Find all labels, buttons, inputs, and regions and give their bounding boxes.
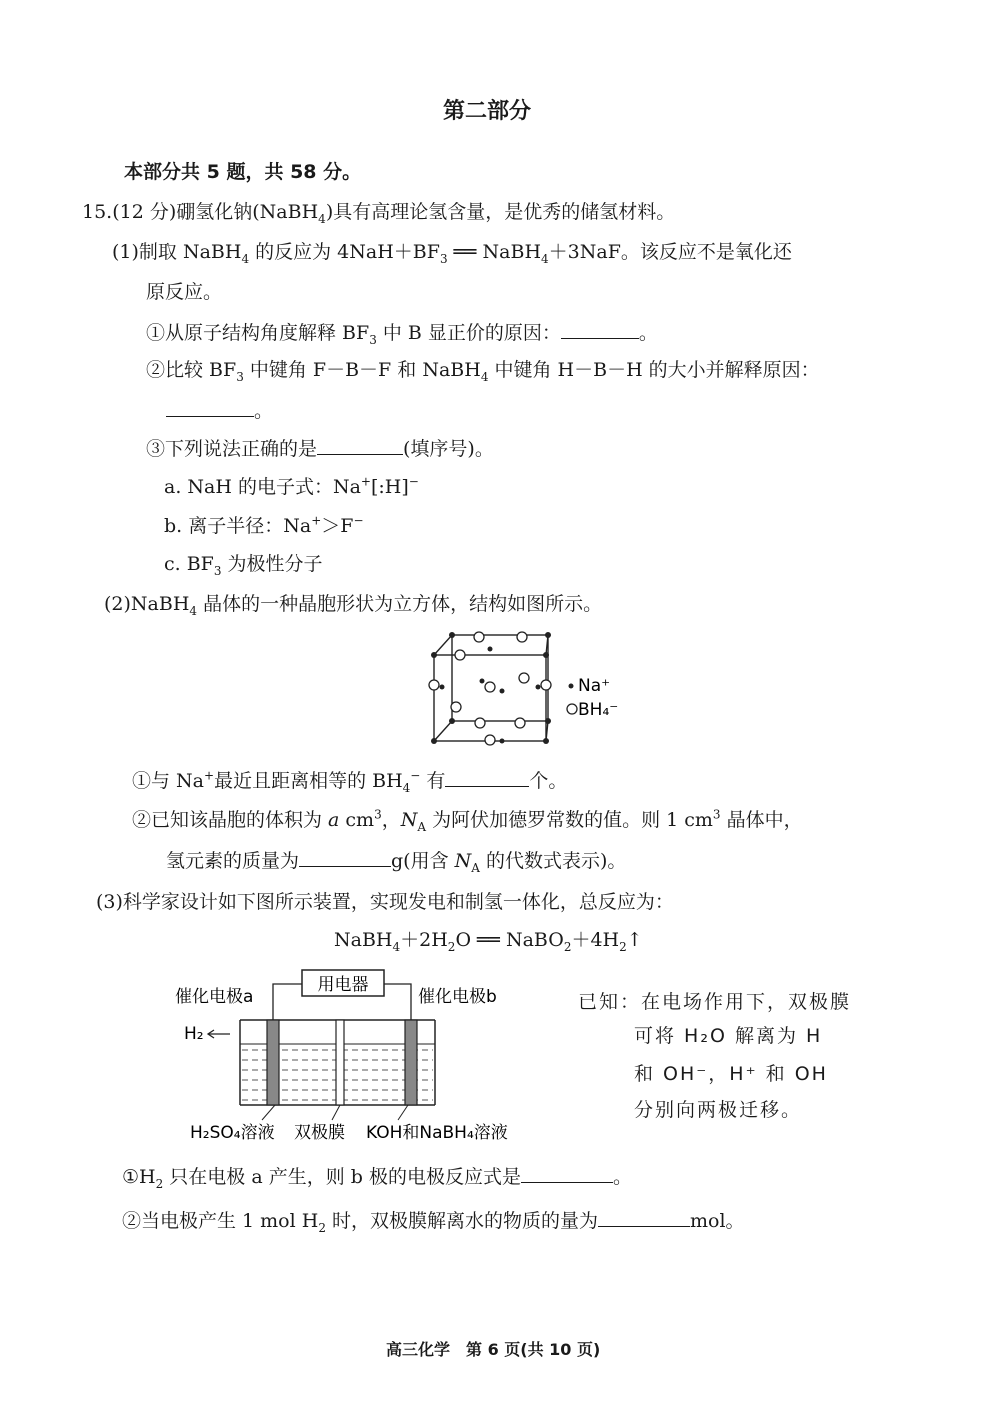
part1-q3 xyxy=(146,436,494,461)
answer-blank[interactable] xyxy=(561,320,639,339)
option-c xyxy=(164,552,323,576)
text: 的代数式表示)。 xyxy=(479,850,627,872)
text: NaBH xyxy=(334,929,393,951)
sub: A xyxy=(471,860,480,875)
sub: 3 xyxy=(236,369,244,384)
text: ②比较 BF xyxy=(146,359,237,381)
electrode-b xyxy=(405,1020,417,1105)
crystal-cell-figure xyxy=(420,625,620,750)
text: ①与 Na xyxy=(132,770,204,792)
sub: 4 xyxy=(392,939,401,954)
page-footer: 高三化学 第 6 页(共 10 页) xyxy=(386,1340,601,1359)
text: 有 xyxy=(420,770,446,792)
answer-blank[interactable] xyxy=(598,1208,690,1227)
sub: 2 xyxy=(155,1176,164,1191)
section-intro: 本部分共 5 题，共 58 分。 xyxy=(124,161,362,183)
part1-intro xyxy=(112,240,792,264)
text: ②当电极产生 1 mol H xyxy=(122,1210,319,1232)
text: (2)NaBH xyxy=(104,593,190,615)
text: (1)制取 NaBH xyxy=(112,241,242,263)
text: (填序号)。 xyxy=(403,438,494,460)
part1-intro-cont: 原反应。 xyxy=(146,281,223,303)
part2-q1 xyxy=(132,768,567,793)
known-line-2: 可将 H₂O 解离为 H xyxy=(634,1025,823,1047)
known-line-4: 分别向两极迁移。 xyxy=(634,1099,803,1121)
text: ＞F xyxy=(321,515,354,537)
text: mol。 xyxy=(690,1210,745,1232)
text: [:H] xyxy=(370,476,409,498)
legend-na: Na⁺ xyxy=(578,676,611,696)
answer-blank[interactable] xyxy=(521,1164,613,1183)
var: a xyxy=(328,809,340,831)
sub: 4 xyxy=(241,251,250,266)
stem-text: 硼氢化钠(NaBH xyxy=(176,201,319,223)
legend-na-dot xyxy=(569,684,574,689)
text: g(用含 xyxy=(391,850,455,872)
text: 中键角 F－B－F 和 NaBH xyxy=(243,359,481,381)
sup: − xyxy=(408,474,419,489)
load-label: 用电器 xyxy=(317,975,369,995)
membrane-label: 双极膜 xyxy=(294,1123,345,1143)
stem-sub: 4 xyxy=(318,211,326,226)
sup: 3 xyxy=(712,807,721,822)
option-a xyxy=(164,475,419,499)
text: ══ NaBH xyxy=(447,241,542,263)
sub: 4 xyxy=(480,369,489,384)
part3-q1 xyxy=(122,1164,632,1189)
text: 为阿伏加德罗常数的值。则 1 cm xyxy=(426,809,713,831)
text: a. NaH 的电子式：Na xyxy=(164,476,361,498)
sub: 4 xyxy=(541,251,549,266)
text: ③下列说法正确的是 xyxy=(146,438,318,460)
sub: A xyxy=(417,819,427,834)
sub: 3 xyxy=(213,563,222,578)
sub: 4 xyxy=(189,603,198,618)
text: O ══ NaBO xyxy=(455,929,564,951)
option-b xyxy=(164,514,364,538)
left-solution-label: H₂SO₄溶液 xyxy=(190,1123,275,1143)
part3-q2 xyxy=(122,1208,745,1233)
part2-q2-cont xyxy=(166,848,626,873)
legend-bh4-circle xyxy=(567,704,577,714)
text: ②已知该晶胞的体积为 xyxy=(132,809,329,831)
text: 只在电极 a 产生，则 b 极的电极反应式是 xyxy=(163,1166,521,1188)
sub: 2 xyxy=(447,939,456,954)
text: 。 xyxy=(638,322,658,344)
known-line-3: 和 OH⁻，H⁺ 和 OH xyxy=(634,1063,828,1085)
text: c. BF xyxy=(164,553,214,575)
text: ①从原子结构角度解释 BF xyxy=(146,322,370,344)
answer-blank[interactable] xyxy=(317,436,403,455)
part1-q2-blank-line xyxy=(166,398,273,423)
text: b. 离子半径：Na xyxy=(164,515,312,537)
question-number: 15. xyxy=(82,201,113,223)
electrode-a xyxy=(267,1020,279,1105)
sub: 3 xyxy=(439,251,448,266)
h2-label: H₂ xyxy=(184,1024,204,1044)
electrode-a-label: 催化电极a xyxy=(175,987,254,1007)
sup: 3 xyxy=(374,807,382,822)
text: 的反应为 4NaH＋BF xyxy=(249,241,440,263)
text: cm xyxy=(339,809,375,831)
text: 个。 xyxy=(529,770,568,792)
text: ＋2H xyxy=(400,929,448,951)
text: ①H xyxy=(122,1166,156,1188)
answer-blank[interactable] xyxy=(445,768,529,787)
electrode-b-label: 催化电极b xyxy=(418,987,497,1007)
text: ↑ xyxy=(626,929,643,951)
var: N xyxy=(454,850,472,872)
text: 晶体的一种晶胞形状为立方体，结构如图所示。 xyxy=(197,593,603,615)
question-score: (12 分) xyxy=(112,201,177,223)
part1-q2 xyxy=(146,358,820,382)
part2-intro xyxy=(104,592,602,616)
part1-q1 xyxy=(146,320,658,345)
sup: − xyxy=(410,768,421,783)
legend-bh4: BH₄⁻ xyxy=(578,700,619,720)
stem-text-2: )具有高理论氢含量，是优秀的储氢材料。 xyxy=(325,201,676,223)
bipolar-membrane xyxy=(336,1020,344,1105)
apparatus-figure xyxy=(170,962,540,1147)
right-solution-label: KOH和NaBH₄溶液 xyxy=(366,1123,508,1143)
text: 最近且距离相等的 BH xyxy=(214,770,403,792)
sup: + xyxy=(360,474,371,489)
text: ＋3NaF。该反应不是氧化还 xyxy=(548,241,792,263)
sub: 2 xyxy=(318,1220,326,1235)
text: 时，双极膜解离水的物质的量为 xyxy=(325,1210,598,1232)
sup: + xyxy=(311,513,322,528)
text: 中键角 H－B－H 的大小并解释原因： xyxy=(488,359,820,381)
text: 晶体中， xyxy=(720,809,803,831)
var: N xyxy=(400,809,418,831)
section-title: 第二部分 xyxy=(443,99,532,124)
sub: 2 xyxy=(563,939,572,954)
part2-q2 xyxy=(132,808,803,832)
question-15-stem xyxy=(82,200,675,224)
text: 。 xyxy=(612,1166,632,1188)
part3-equation xyxy=(334,928,643,952)
answer-blank[interactable] xyxy=(299,848,391,867)
sub: 2 xyxy=(619,939,627,954)
text: ， xyxy=(381,809,401,831)
answer-blank[interactable] xyxy=(166,398,254,417)
text: 。 xyxy=(254,400,274,422)
sub: 4 xyxy=(402,780,411,795)
text: 中 B 显正价的原因： xyxy=(376,322,561,344)
text: ＋4H xyxy=(571,929,620,951)
sub: 3 xyxy=(369,332,377,347)
text: 为极性分子 xyxy=(221,553,323,575)
text: 氢元素的质量为 xyxy=(166,850,300,872)
part3-intro: (3)科学家设计如下图所示装置，实现发电和制氢一体化，总反应为： xyxy=(96,891,674,913)
sup: + xyxy=(204,768,215,783)
known-line-1: 已知：在电场作用下，双极膜 xyxy=(578,991,852,1013)
sup: − xyxy=(353,513,364,528)
